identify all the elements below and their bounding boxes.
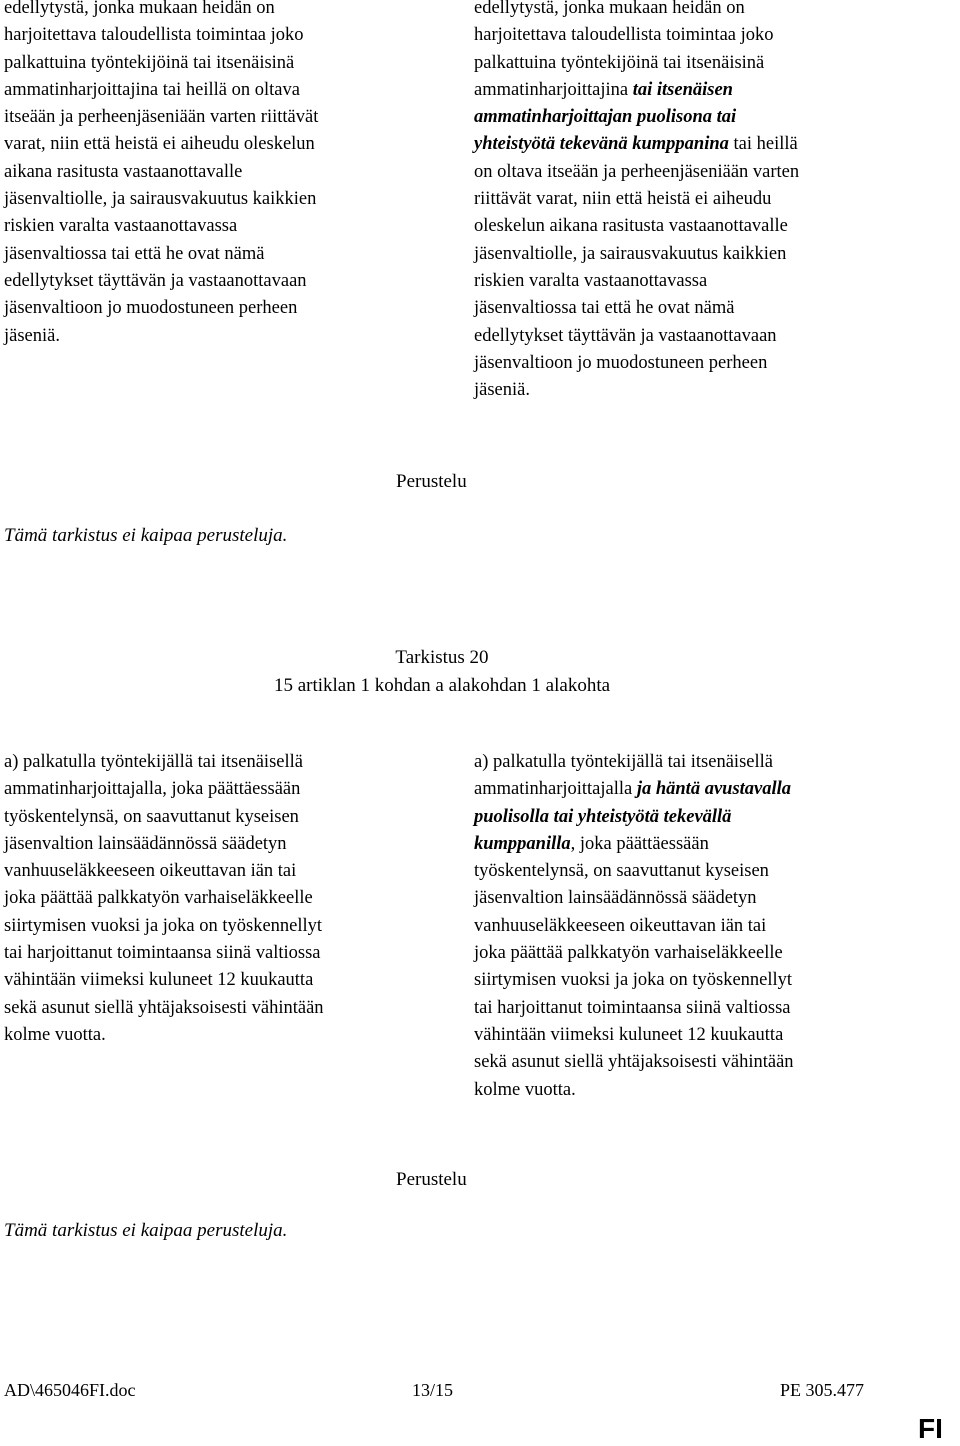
text-line <box>474 323 914 350</box>
text-line: jäsenvaltioon jo muodostuneen perheen <box>4 298 298 319</box>
text-line: työskentelynsä, on saavuttanut kyseisen <box>4 806 299 827</box>
text-line <box>474 1049 914 1076</box>
text-line <box>474 913 914 940</box>
text-line <box>474 1077 914 1104</box>
text-line <box>474 377 914 404</box>
text-segment: jäsenvaltioon jo muodostuneen perheen <box>474 352 768 373</box>
text-line: edellytykset täyttävän ja vastaanottavaan <box>4 270 307 291</box>
text-line: joka päättää palkkatyön varhaiseläkkeelle <box>4 888 313 909</box>
original-text-column-2 <box>4 749 424 1049</box>
text-line <box>474 241 914 268</box>
text-segment: sekä asunut siellä yhtäjaksoisesti vähintään <box>474 1052 794 1073</box>
text-segment: palkattuina työntekijöinä tai itsenäisinä <box>474 52 765 73</box>
text-segment: jäsenvaltiossa tai että he ovat nämä <box>474 298 735 319</box>
text-line: jäsenvaltiossa tai että he ovat nämä <box>4 243 265 264</box>
text-segment: vanhuuseläkkeeseen oikeuttavan iän tai <box>474 915 767 936</box>
text-segment: kolme vuotta. <box>474 1079 576 1100</box>
amended-text-column-2 <box>474 749 914 1104</box>
text-line <box>474 940 914 967</box>
text-line <box>474 159 914 186</box>
text-segment: joka päättää palkkatyön varhaiseläkkeelle <box>474 943 783 964</box>
emphasized-text: ammatinharjoittajan puolisona tai <box>474 107 737 128</box>
text-segment: edellytystä, jonka mukaan heidän on <box>474 0 745 18</box>
text-line: jäsenvaltion lainsäädännössä säädetyn <box>4 833 287 854</box>
text-line <box>474 295 914 322</box>
text-line: a) palkatulla työntekijällä tai itsenäisellä <box>4 752 303 772</box>
text-line <box>474 22 914 49</box>
text-segment: edellytykset täyttävän ja vastaanottavaan <box>474 325 777 346</box>
text-line: jäseniä. <box>4 325 60 346</box>
text-segment: on oltava itseään ja perheenjäseniään varten <box>474 161 800 182</box>
text-line: jäsenvaltiolle, ja sairausvakuutus kaikkien <box>4 189 317 210</box>
text-line <box>474 186 914 213</box>
justification-heading-2: Perustelu <box>396 1169 467 1190</box>
text-segment: siirtymisen vuoksi ja joka on työskennellyt <box>474 970 793 991</box>
text-segment: tai heillä <box>728 134 798 155</box>
footer-page-number: 13/15 <box>412 1380 454 1400</box>
amended-text-column-1 <box>474 0 914 404</box>
text-line: itseään ja perheenjäseniään varten riittävät <box>4 107 319 128</box>
text-segment: harjoitettava taloudellista toimintaa joko <box>474 25 774 46</box>
text-line <box>474 749 914 776</box>
language-code: FI <box>918 1413 943 1444</box>
text-segment: jäsenvaltion lainsäädännössä säädetyn <box>474 888 757 909</box>
emphasized-text: kumppanilla <box>474 833 571 854</box>
text-line <box>474 213 914 240</box>
text-line: edellytystä, jonka mukaan heidän on <box>4 0 275 18</box>
text-segment: riittävät varat, niin että heistä ei aiheudu <box>474 189 772 210</box>
text-line: riskien varalta vastaanottavassa <box>4 216 238 237</box>
text-line <box>474 268 914 295</box>
emphasized-text: yhteistyötä tekevänä kumppanina <box>474 134 729 155</box>
footer-pe-reference: PE 305.477 <box>780 1380 865 1400</box>
text-line: ammatinharjoittajina tai heillä on oltava <box>4 79 300 100</box>
text-segment: jäseniä. <box>474 380 530 401</box>
text-line <box>474 77 914 104</box>
text-segment: riskien varalta vastaanottavassa <box>474 270 708 291</box>
text-line: harjoitettava taloudellista toimintaa joko <box>4 25 304 46</box>
text-line: palkattuina työntekijöinä tai itsenäisinä <box>4 52 295 73</box>
text-line: siirtymisen vuoksi ja joka on työskennellyt <box>4 915 323 936</box>
text-line <box>474 350 914 377</box>
text-segment: ammatinharjoittajina <box>474 79 633 100</box>
justification-text-1: Tämä tarkistus ei kaipaa perusteluja. <box>4 525 288 546</box>
amendment-reference: 15 artiklan 1 kohdan a alakohdan 1 alakohta <box>273 675 611 696</box>
text-line: sekä asunut siellä yhtäjaksoisesti vähintään <box>4 997 324 1018</box>
text-line <box>474 0 914 22</box>
emphasized-text: ja häntä avustavalla <box>636 779 792 800</box>
justification-heading-1: Perustelu <box>396 471 467 492</box>
text-line <box>474 104 914 131</box>
text-segment: työskentelynsä, on saavuttanut kyseisen <box>474 861 769 882</box>
text-segment: tai harjoittanut toimintaansa siinä valtiossa <box>474 997 791 1018</box>
text-line: ammatinharjoittajalla, joka päättäessään <box>4 779 301 800</box>
text-line: varat, niin että heistä ei aiheudu oleskelun <box>4 134 315 155</box>
emphasized-text: puolisolla tai yhteistyötä tekevällä <box>474 806 732 827</box>
text-line <box>474 967 914 994</box>
text-line <box>474 831 914 858</box>
text-line: vähintään viimeksi kuluneet 12 kuukautta <box>4 970 314 991</box>
text-line <box>474 131 914 158</box>
text-segment: ammatinharjoittajalla <box>474 779 637 800</box>
text-line: kolme vuotta. <box>4 1024 106 1045</box>
footer-document-reference: AD\465046FI.doc <box>4 1380 136 1400</box>
text-line: aikana rasitusta vastaanottavalle <box>4 161 243 182</box>
text-line: vanhuuseläkkeeseen oikeuttavan iän tai <box>4 861 297 882</box>
original-text-column-1 <box>4 0 424 350</box>
amendment-title: Tarkistus 20 <box>395 647 489 668</box>
text-line <box>474 995 914 1022</box>
text-segment: oleskelun aikana rasitusta vastaanottavalle <box>474 216 788 237</box>
text-line: tai harjoittanut toimintaansa siinä valtiossa <box>4 943 321 964</box>
text-line <box>474 50 914 77</box>
text-line <box>474 1022 914 1049</box>
text-line <box>474 804 914 831</box>
text-line <box>474 858 914 885</box>
text-segment: , joka päättäessään <box>570 833 709 854</box>
text-line <box>474 885 914 912</box>
justification-text-2: Tämä tarkistus ei kaipaa perusteluja. <box>4 1220 288 1241</box>
emphasized-text: tai itsenäisen <box>632 79 733 100</box>
text-line <box>474 776 914 803</box>
text-segment: a) palkatulla työntekijällä tai itsenäisellä <box>474 752 773 772</box>
text-segment: jäsenvaltiolle, ja sairausvakuutus kaikkien <box>474 243 787 264</box>
text-segment: vähintään viimeksi kuluneet 12 kuukautta <box>474 1024 784 1045</box>
